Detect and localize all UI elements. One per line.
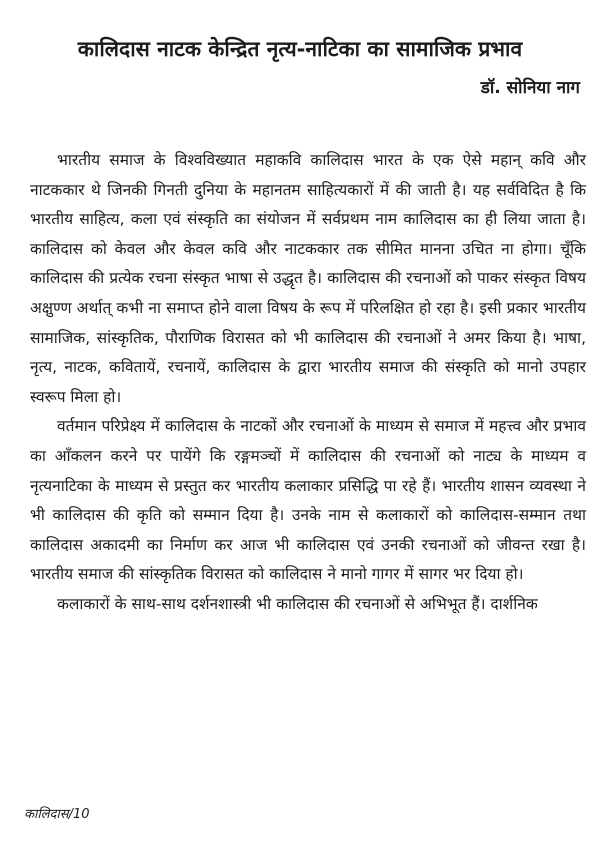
- body-paragraph: वर्तमान परिप्रेक्ष्य में कालिदास के नाटकों और रचनाओं के माध्यम से समाज में महत्त्व और प्रभाव का आँकलन करने पर पायेंगे कि रङ्गमञ्चों में कालिदास की रचनाओं को नाट्य के माध्यम व नृत्यनाटिका के माध्यम से प्रस्तुत कर भारतीय कलाकार प्रसिद्धि पा रहे हैं। भारतीय शासन व्यवस्था ने भी कालिदास की कृति को सम्मान दिया है। उनके नाम से कलाकारों को कालिदास-सम्मान तथा कालिदास अकादमी का निर्माण कर आज भी कालिदास एवं उनकी रचनाओं को जीवन्त रखा है। भारतीय समाज की सांस्कृतिक विरासत को कालिदास ने मानो गागर में सागर भर दिया हो।: [30, 417, 586, 584]
- author-name: डॉ. सोनिया नाग: [480, 78, 580, 98]
- body-paragraph: भारतीय समाज के विश्वविख्यात महाकवि कालिदास भारत के एक ऐसे महान् कवि और नाटककार थे जिनकी गिनती दुनिया के महानतम साहित्यकारों में की जाती है। यह सर्वविदित है कि भारतीय साहित्य, कला एवं संस्कृति का संयोजन में सर्वप्रथम नाम कालिदास का ही लिया जाता है। कालिदास को केवल और केवल कवि और नाटककार तक सीमित मानना उचित ना होगा। चूँकि कालिदास की प्रत्येक रचना संस्कृत भाषा से उद्धृत है। कालिदास की रचनाओं को पाकर संस्कृत विषय अक्षुण्ण अर्थात् कभी ना समाप्त होने वाला विषय के रूप में परिलक्षित हो रहा है। इसी प्रकार भारतीय सामाजिक, सांस्कृतिक, पौराणिक विरासत को भी कालिदास की रचनाओं ने अमर किया है। भाषा, नृत्य, नाटक, कवितायें, रचनायें, कालिदास के द्वारा भारतीय समाज की संस्कृति को मानो उपहार स्वरूप मिला हो।: [30, 151, 586, 406]
- page-footer: कालिदास/10: [24, 807, 90, 822]
- article-body: [30, 146, 586, 620]
- body-paragraph: कलाकारों के साथ-साथ दर्शनशास्त्री भी कालिदास की रचनाओं से अभिभूत हैं। दार्शनिक: [57, 594, 538, 613]
- article-title: कालिदास नाटक केन्द्रित नृत्य-नाटिका का सामाजिक प्रभाव: [77, 37, 523, 61]
